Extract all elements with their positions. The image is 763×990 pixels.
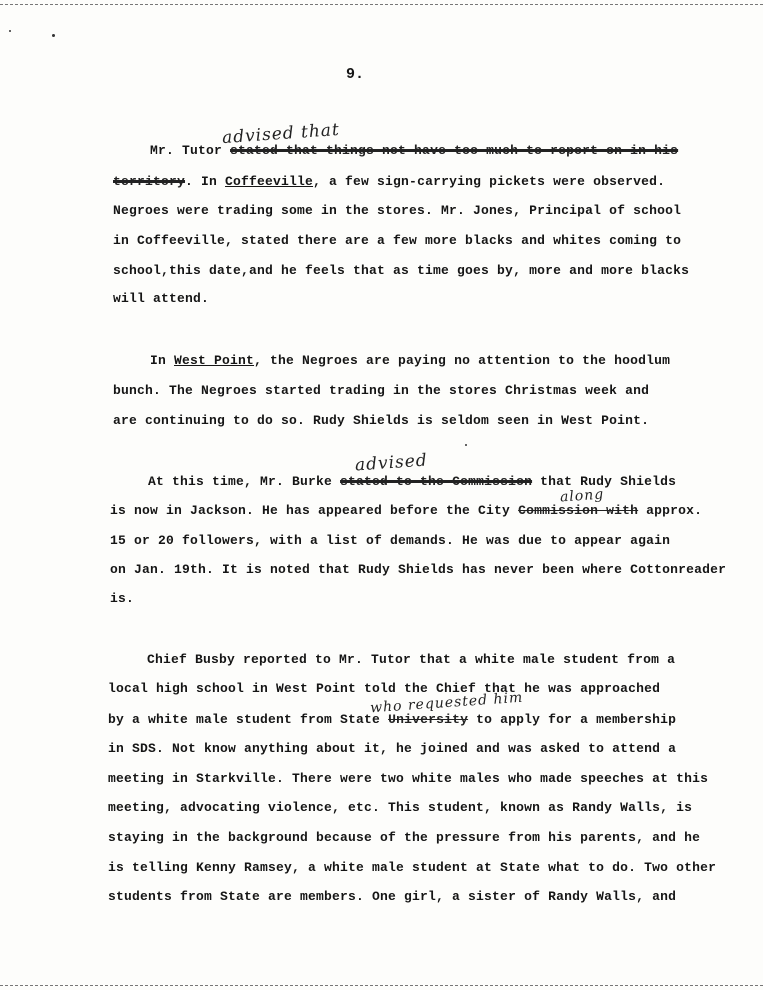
text-fragment: approx. [646,503,703,518]
text-line [150,143,678,158]
struck-text: Commission with [518,503,639,518]
text-line: is telling Kenny Ramsey, a white male student at State what to do. Two other [108,860,717,875]
place-name: West Point [174,353,255,368]
place-name: Coffeeville [225,174,314,189]
text-line: 15 or 20 followers, with a list of demands. He was due to appear again [110,533,671,548]
text-line: bunch. The Negroes started trading in the stores Christmas week and [113,383,650,398]
scan-speck [465,444,467,446]
text-line [113,174,665,189]
text-line: school,this date,and he feels that as time goes by, more and more blacks [113,263,690,278]
text-line [110,503,702,518]
text-line: in Coffeeville, stated there are a few more blacks and whites coming to [113,233,682,248]
text-fragment: Mr. Tutor [150,143,223,158]
struck-text: stated to the Commission [340,474,533,489]
text-line: will attend. [113,291,210,306]
text-line: Chief Busby reported to Mr. Tutor that a white male student from a [147,652,676,667]
page-top-edge [0,4,763,5]
text-fragment: At this time, Mr. Burke [148,474,333,489]
text-fragment: that Rudy Shields [540,474,677,489]
text-line: are continuing to do so. Rudy Shields is seldom seen in West Point. [113,413,650,428]
handwritten-insert: advised [354,450,429,476]
text-fragment: In [150,353,175,368]
text-line: on Jan. 19th. It is noted that Rudy Shields has never been where Cottonreader [110,562,727,577]
scan-speck [52,34,55,37]
text-line: students from State are members. One girl, a sister of Randy Walls, and [108,889,677,904]
text-line [108,712,676,727]
struck-text: territory [113,174,186,189]
text-line: staying in the background because of the pressure from his parents, and he [108,830,701,845]
text-line: in SDS. Not know anything about it, he joined and was asked to attend a [108,741,677,756]
text-fragment: is now in Jackson. He has appeared before the City [110,503,511,518]
text-fragment: , the Negroes are paying no attention to the hoodlum [254,353,671,368]
page-number: 9. [346,66,365,83]
handwritten-insert: who requested him [369,689,524,717]
text-fragment: . In [185,174,226,189]
text-fragment: by a white male student from State [108,712,381,727]
handwritten-insert: along [559,486,605,506]
text-line: Negroes were trading some in the stores. Mr. Jones, Principal of school [113,203,682,218]
text-line: meeting, advocating violence, etc. This student, known as Randy Walls, is [108,800,693,815]
text-fragment: to apply for a membership [476,712,677,727]
struck-text: University [388,712,469,727]
page-bottom-edge [0,985,763,986]
text-line: local high school in West Point told the Chief that he was approached [108,681,661,696]
handwritten-insert: advised that [221,119,341,149]
text-line [150,353,670,368]
scan-speck [9,30,11,32]
text-line: meeting in Starkville. There were two white males who made speeches at this [108,771,709,786]
struck-text: stated that things not have too much to report on in his [230,143,679,158]
text-line: is. [110,591,135,606]
text-fragment: , a few sign-carrying pickets were observed. [313,174,666,189]
